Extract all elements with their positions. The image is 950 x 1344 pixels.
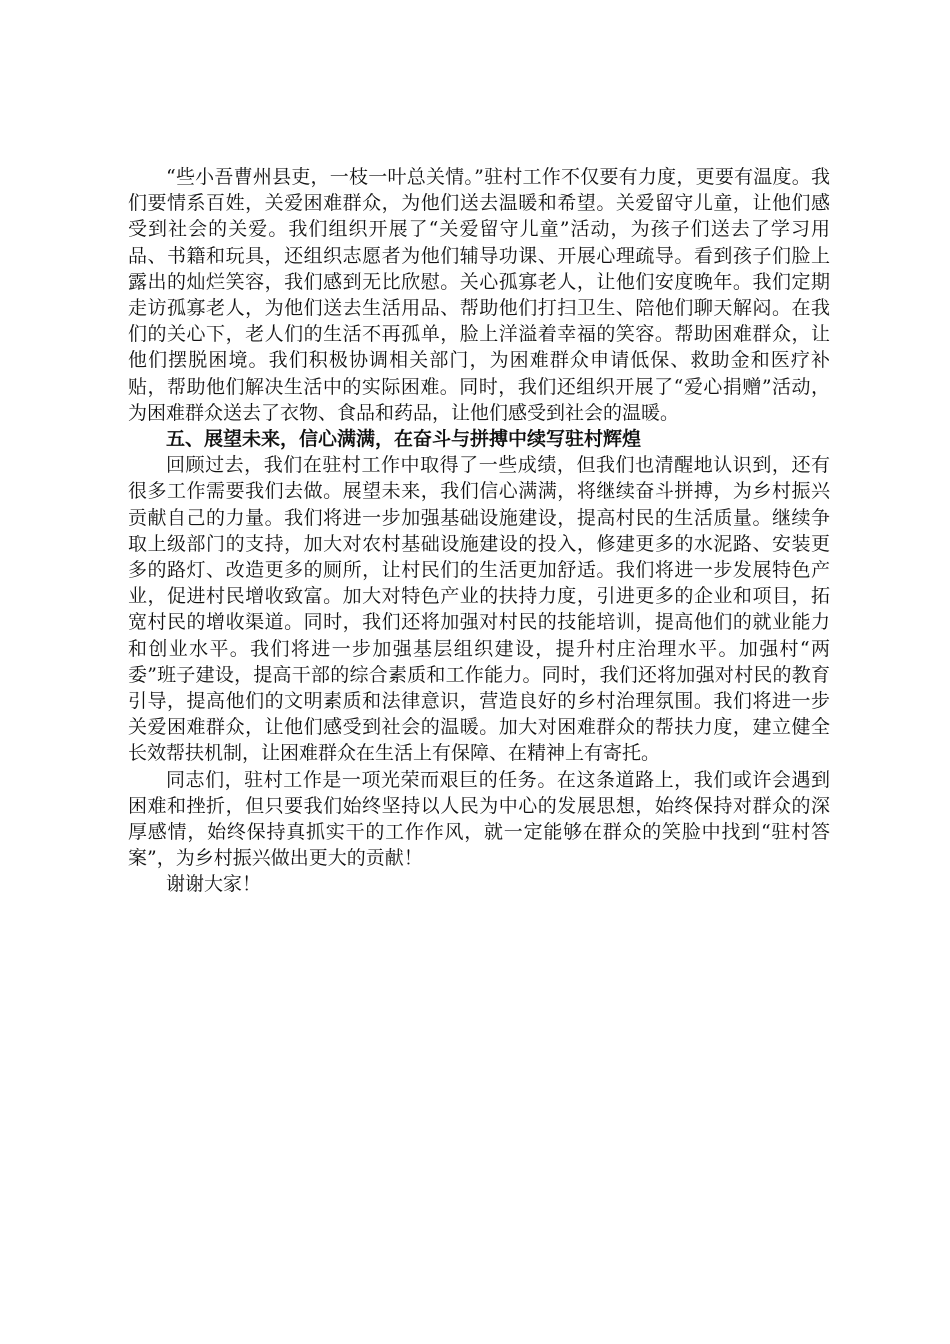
document-body <box>128 164 830 898</box>
section-heading-five: 五、展望未来，信心满满，在奋斗与拼搏中续写驻村辉煌 <box>166 428 642 451</box>
paragraph-care-for-people: “些小吾曹州县吏，一枝一叶总关情。”驻村工作不仅要有力度，更要有温度。我们要情系百姓，关爱困难群众，为他们送去温暖和希望。关爱留守儿童，让他们感受到社会的关爱。我们组织开展了“关爱留守儿童”活动，为孩子们送去了学习用品、书籍和玩具，还组织志愿者为他们辅导功课、开展心理疏导。看到孩子们脸上露出的灿烂笑容，我们感到无比欣慰。关心孤寡老人，让他们安度晚年。我们定期走访孤寡老人，为他们送去生活用品、帮助他们打扫卫生、陪他们聊天解闷。在我们的关心下，老人们的生活不再孤单，脸上洋溢着幸福的笑容。帮助困难群众，让他们摆脱困境。我们积极协调相关部门，为困难群众申请低保、救助金和医疗补贴，帮助他们解决生活中的实际困难。同时，我们还组织开展了“爱心捐赠”活动，为困难群众送去了衣物、食品和药品，让他们感受到社会的温暖。 <box>128 166 830 424</box>
paragraph-thanks: 谢谢大家！ <box>166 873 262 896</box>
paragraph-looking-ahead: 回顾过去，我们在驻村工作中取得了一些成绩，但我们也清醒地认识到，还有很多工作需要我们去做。展望未来，我们信心满满，将继续奋斗拼搏，为乡村振兴贡献自己的力量。我们将进一步加强基础设施建设，提高村民的生活质量。继续争取上级部门的支持，加大对农村基础设施建设的投入，修建更多的水泥路、安装更多的路灯、改造更多的厕所，让村民们的生活更加舒适。我们将进一步发展特色产业，促进村民增收致富。加大对特色产业的扶持力度，引进更多的企业和项目，拓宽村民的增收渠道。同时，我们还将加强对村民的技能培训，提高他们的就业能力和创业水平。我们将进一步加强基层组织建设，提升村庄治理水平。加强村“两委”班子建设，提高干部的综合素质和工作能力。同时，我们还将加强对村民的教育引导，提高他们的文明素质和法律意识，营造良好的乡村治理氛围。我们将进一步关爱困难群众，让他们感受到社会的温暖。加大对困难群众的帮扶力度，建立健全长效帮扶机制，让困难群众在生活上有保障、在精神上有寄托。 <box>128 454 830 765</box>
paragraph-closing-remarks: 同志们，驻村工作是一项光荣而艰巨的任务。在这条道路上，我们或许会遇到困难和挫折，但只要我们始终坚持以人民为中心的发展思想，始终保持对群众的深厚感情，始终保持真抓实干的工作作风，就一定能够在群众的笑脸中找到“驻村答案”，为乡村振兴做出更大的贡献！ <box>128 768 830 870</box>
